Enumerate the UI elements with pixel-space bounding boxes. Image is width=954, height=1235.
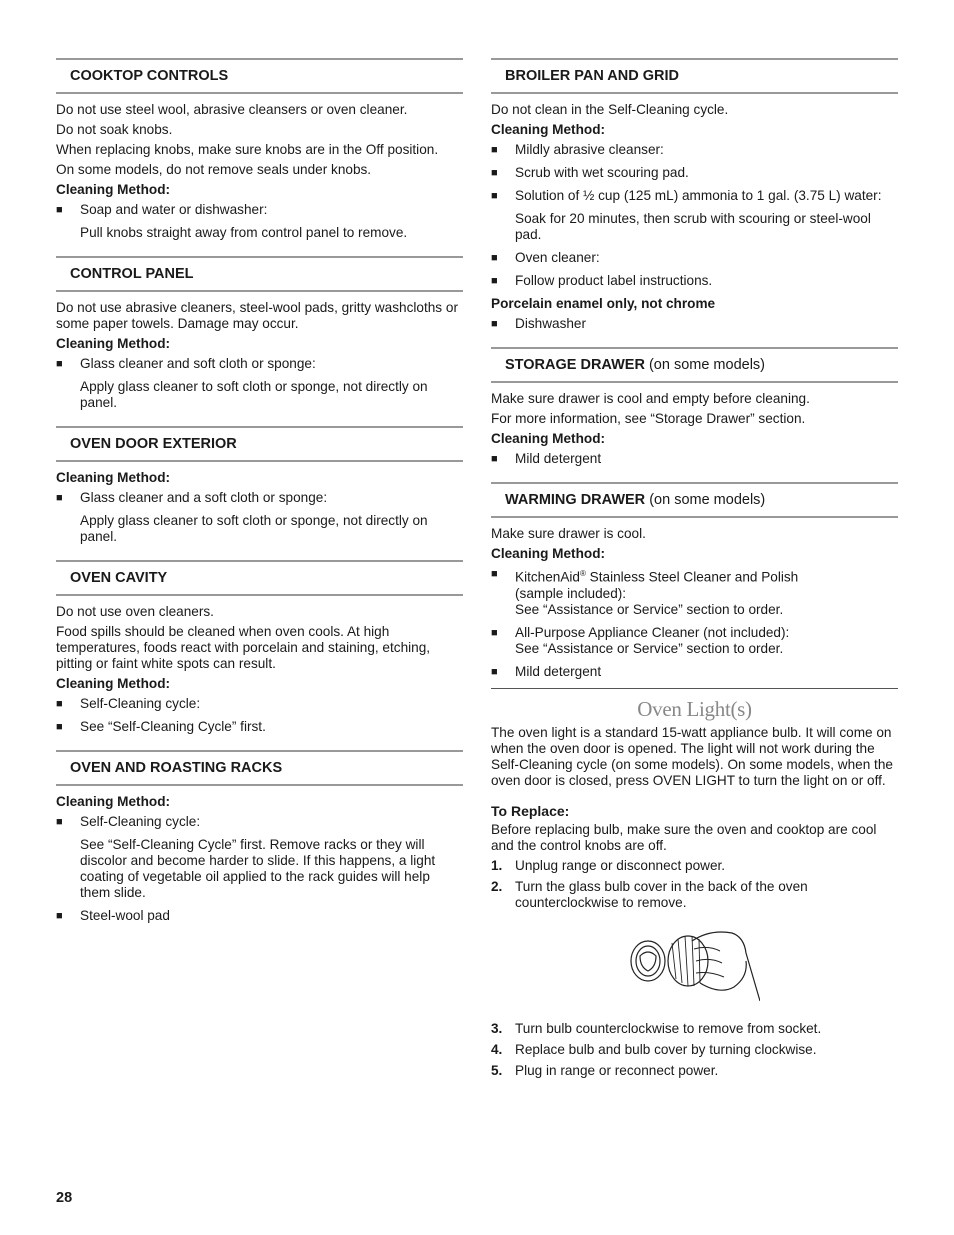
bullet-square-icon: ■	[491, 453, 498, 465]
step-text: Turn bulb counterclockwise to remove from socket.	[515, 1020, 822, 1036]
section-broiler-pan	[491, 58, 898, 332]
bullet-text: Soap and water or dishwasher:	[80, 202, 268, 217]
bullet-item	[56, 908, 463, 924]
finger-lines	[694, 947, 724, 977]
section-storage-drawer	[491, 347, 898, 467]
oven-light-title: Oven Light(s)	[637, 696, 752, 721]
bullet-square-icon: ■	[56, 910, 63, 922]
bullet-item	[56, 356, 463, 372]
bullet-text: Mild detergent	[515, 663, 602, 679]
bullet-square-icon: ■	[491, 318, 498, 330]
section-heading	[491, 347, 898, 383]
hand-outline	[692, 932, 760, 1001]
divider	[491, 688, 898, 689]
bullet-text: (sample included):	[515, 585, 627, 601]
registered-mark: ®	[580, 569, 586, 578]
section-heading-text: STORAGE DRAWER	[505, 357, 645, 373]
bullet-text: Solution of ½ cup (125 mL) ammonia to 1 gal. (3.75 L) water:	[515, 188, 882, 203]
section-heading-note: (on some models)	[648, 357, 765, 373]
section-heading: BROILER PAN AND GRID	[491, 58, 898, 94]
bullet-square-icon: ■	[56, 358, 63, 370]
bullet-square-icon: ■	[491, 144, 498, 156]
step-item	[491, 1042, 898, 1058]
cover-ridges	[672, 936, 700, 986]
brand-text: KitchenAid	[515, 569, 580, 585]
bullet-detail: Apply glass cleaner to soft cloth or sponge, not directly on panel.	[80, 513, 428, 544]
section-cooktop-controls	[56, 58, 463, 241]
paragraph: When replacing knobs, make sure knobs are in the Off position.	[56, 142, 439, 157]
bullet-square-icon: ■	[491, 665, 498, 678]
bullet-text: See “Assistance or Service” section to order.	[515, 640, 784, 656]
bullet-item	[56, 814, 463, 830]
cleaning-method-label: Cleaning Method:	[56, 794, 171, 809]
bullet-text: Glass cleaner and a soft cloth or sponge:	[80, 490, 328, 505]
bullet-square-icon: ■	[491, 275, 498, 287]
paragraph: The oven light is a standard 15-watt appliance bulb. It will come on when the oven door is opened. The light will not work during the Self-Cleaning cycle (on some models). On some models, when the oven door is closed, press OVEN LIGHT to turn the light on or off.	[491, 724, 893, 788]
bulb-shape	[640, 952, 656, 971]
step-number: 5.	[491, 1062, 503, 1078]
step-number: 3.	[491, 1020, 503, 1036]
bullet-text: Stainless Steel Cleaner and Polish	[585, 569, 799, 585]
bullet-square-icon: ■	[56, 721, 63, 733]
left-column	[56, 58, 463, 931]
bullet-item	[491, 165, 898, 181]
step-item	[491, 1021, 898, 1037]
bullet-item	[56, 696, 463, 712]
bullet-item	[56, 202, 463, 218]
cleaning-method-label: Cleaning Method:	[491, 122, 606, 137]
bullet-square-icon: ■	[56, 816, 63, 828]
bullet-item	[491, 188, 898, 204]
paragraph: Food spills should be cleaned when oven cools. At high temperatures, foods react with porcelain and staining, etching, pitting or faint white spots can result.	[56, 624, 431, 671]
bullet-item	[491, 566, 898, 618]
section-oven-light	[491, 697, 898, 1079]
bullet-square-icon: ■	[491, 252, 498, 264]
bullet-text: Self-Cleaning cycle:	[80, 696, 201, 711]
paragraph: Before replacing bulb, make sure the oven and cooktop are cool and the control knobs are off.	[491, 821, 877, 853]
step-number: 2.	[491, 878, 503, 894]
bullet-item	[491, 250, 898, 266]
step-item	[491, 879, 898, 911]
bullet-square-icon: ■	[491, 190, 498, 202]
cleaning-method-label: Cleaning Method:	[56, 470, 171, 485]
paragraph: Do not use steel wool, abrasive cleansers or oven cleaner.	[56, 102, 408, 117]
section-heading-note: (on some models)	[649, 492, 766, 508]
bullet-text: Steel-wool pad	[80, 908, 170, 923]
bullet-item	[491, 664, 898, 680]
cleaning-method-label: Cleaning Method:	[491, 546, 606, 561]
step-item	[491, 1063, 898, 1079]
bulb-cover-illustration	[630, 923, 760, 1011]
bullet-detail: Soak for 20 minutes, then scrub with scouring or steel-wool pad.	[515, 211, 871, 242]
paragraph: Do not soak knobs.	[56, 122, 173, 137]
bullet-text: Self-Cleaning cycle:	[80, 814, 201, 829]
section-oven-cavity	[56, 560, 463, 735]
section-heading	[491, 482, 898, 518]
section-heading-text: WARMING DRAWER	[505, 492, 646, 508]
bullet-text: See “Self-Cleaning Cycle” first.	[80, 719, 266, 734]
cleaning-method-label: Cleaning Method:	[56, 336, 171, 351]
bullet-item	[491, 451, 898, 467]
right-column	[491, 58, 898, 1084]
section-heading: OVEN AND ROASTING RACKS	[56, 750, 463, 786]
porcelain-label: Porcelain enamel only, not chrome	[491, 296, 716, 311]
paragraph: Do not clean in the Self-Cleaning cycle.	[491, 102, 729, 117]
paragraph: On some models, do not remove seals under knobs.	[56, 162, 372, 177]
section-heading: OVEN DOOR EXTERIOR	[56, 426, 463, 462]
step-number: 4.	[491, 1041, 503, 1057]
bullet-detail: Pull knobs straight away from control panel to remove.	[80, 225, 408, 240]
bullet-text: Follow product label instructions.	[515, 273, 713, 288]
to-replace-heading: To Replace:	[491, 802, 570, 819]
step-text: Unplug range or disconnect power.	[515, 857, 726, 873]
bullet-item	[491, 625, 898, 657]
section-control-panel	[56, 256, 463, 411]
paragraph: Make sure drawer is cool and empty before cleaning.	[491, 391, 810, 406]
section-heading: COOKTOP CONTROLS	[56, 58, 463, 94]
bullet-detail: Apply glass cleaner to soft cloth or sponge, not directly on panel.	[80, 379, 428, 410]
section-warming-drawer	[491, 482, 898, 680]
bullet-text: See “Assistance or Service” section to order.	[515, 601, 784, 617]
bullet-square-icon: ■	[56, 698, 63, 710]
cleaning-method-label: Cleaning Method:	[491, 431, 606, 446]
paragraph: For more information, see “Storage Drawer” section.	[491, 411, 806, 426]
bullet-item	[491, 142, 898, 158]
bullet-text: Mild detergent	[515, 451, 602, 466]
step-text: Plug in range or reconnect power.	[515, 1062, 719, 1078]
bullet-square-icon: ■	[491, 568, 498, 580]
bullet-text: Scrub with wet scouring pad.	[515, 165, 689, 180]
section-oven-roasting-racks	[56, 750, 463, 924]
bullet-item	[491, 316, 898, 332]
bullet-detail: See “Self-Cleaning Cycle” first. Remove racks or they will discolor and become harder to slide. If this happens, a light coating of vegetable oil applied to the rack guides will help them slide.	[80, 837, 436, 900]
step-item	[491, 858, 898, 874]
bullet-item	[56, 719, 463, 735]
bullet-square-icon: ■	[491, 167, 498, 179]
paragraph: Do not use abrasive cleaners, steel-wool pads, gritty washcloths or some paper towels. Damage may occur.	[56, 300, 458, 331]
bullet-square-icon: ■	[491, 626, 498, 639]
step-number: 1.	[491, 857, 503, 873]
paragraph: Do not use oven cleaners.	[56, 604, 214, 619]
bullet-text: All-Purpose Appliance Cleaner (not included):	[515, 624, 790, 640]
section-oven-door-exterior	[56, 426, 463, 545]
bullet-item	[491, 273, 898, 289]
cleaning-method-label: Cleaning Method:	[56, 182, 171, 197]
bullet-text: Mildly abrasive cleanser:	[515, 142, 664, 157]
step-text: Turn the glass bulb cover in the back of the oven counterclockwise to remove.	[515, 878, 808, 910]
page-number: 28	[56, 1190, 73, 1206]
section-heading: OVEN CAVITY	[56, 560, 463, 596]
paragraph: Make sure drawer is cool.	[491, 526, 646, 541]
bullet-square-icon: ■	[56, 492, 63, 504]
bullet-text: Oven cleaner:	[515, 250, 600, 265]
step-text: Replace bulb and bulb cover by turning clockwise.	[515, 1041, 817, 1057]
bullet-square-icon: ■	[56, 204, 63, 216]
bullet-text: Glass cleaner and soft cloth or sponge:	[80, 356, 316, 371]
cleaning-method-label: Cleaning Method:	[56, 676, 171, 691]
bullet-item	[56, 490, 463, 506]
bullet-text: Dishwasher	[515, 316, 587, 331]
section-heading: CONTROL PANEL	[56, 256, 463, 292]
